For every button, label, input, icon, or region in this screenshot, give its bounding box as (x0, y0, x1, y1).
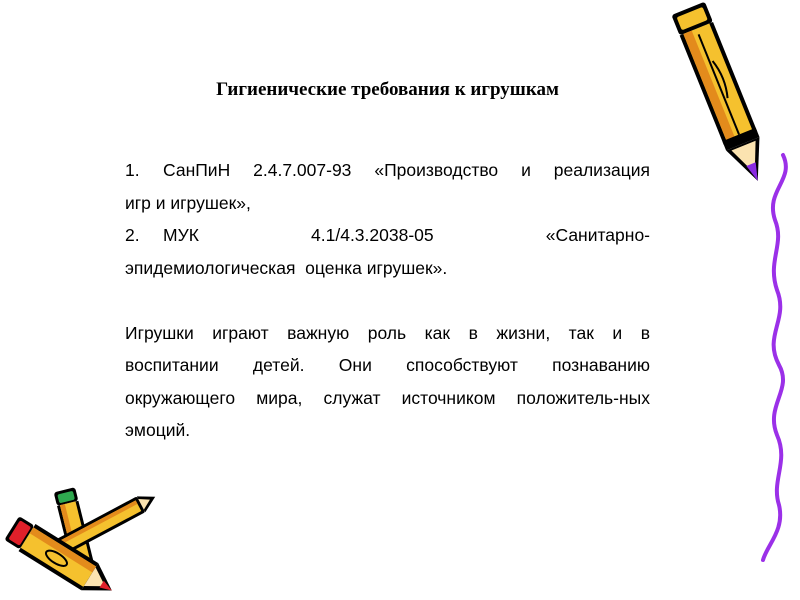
slide-content (125, 154, 650, 447)
list-text: 4.1/4.3.2038-05 (311, 225, 434, 245)
list-text: СанПиН 2.4.7.007-93 «Производство и реализация (163, 160, 650, 180)
list-text: «Санитарно- (545, 225, 650, 245)
list-item-line (125, 219, 650, 252)
paragraph-line: эмоций. (125, 420, 191, 440)
spacer (125, 284, 650, 317)
list-text: МУК (163, 225, 199, 245)
list-item (125, 219, 650, 284)
paragraph (125, 317, 650, 447)
list-item-line: эпидемиологическая оценка игрушек». (125, 257, 448, 278)
paragraph-line: Игрушки играют важную роль как в жизни, так и в (125, 322, 650, 343)
pencils-icon (0, 485, 165, 595)
page-title: Гигиенические требования к игрушкам (216, 79, 559, 100)
list-number: 1. (125, 160, 140, 180)
paragraph-line: окружающего мира, служат источником положитель-ных (125, 387, 650, 408)
paragraph-line: воспитании детей. Они способствуют познаванию (125, 355, 650, 375)
squiggle-line (755, 150, 800, 565)
list-item-line (125, 154, 650, 187)
list-item (125, 154, 650, 219)
list-number: 2. (125, 225, 140, 245)
list-item-line: игр и игрушек», (125, 192, 251, 213)
